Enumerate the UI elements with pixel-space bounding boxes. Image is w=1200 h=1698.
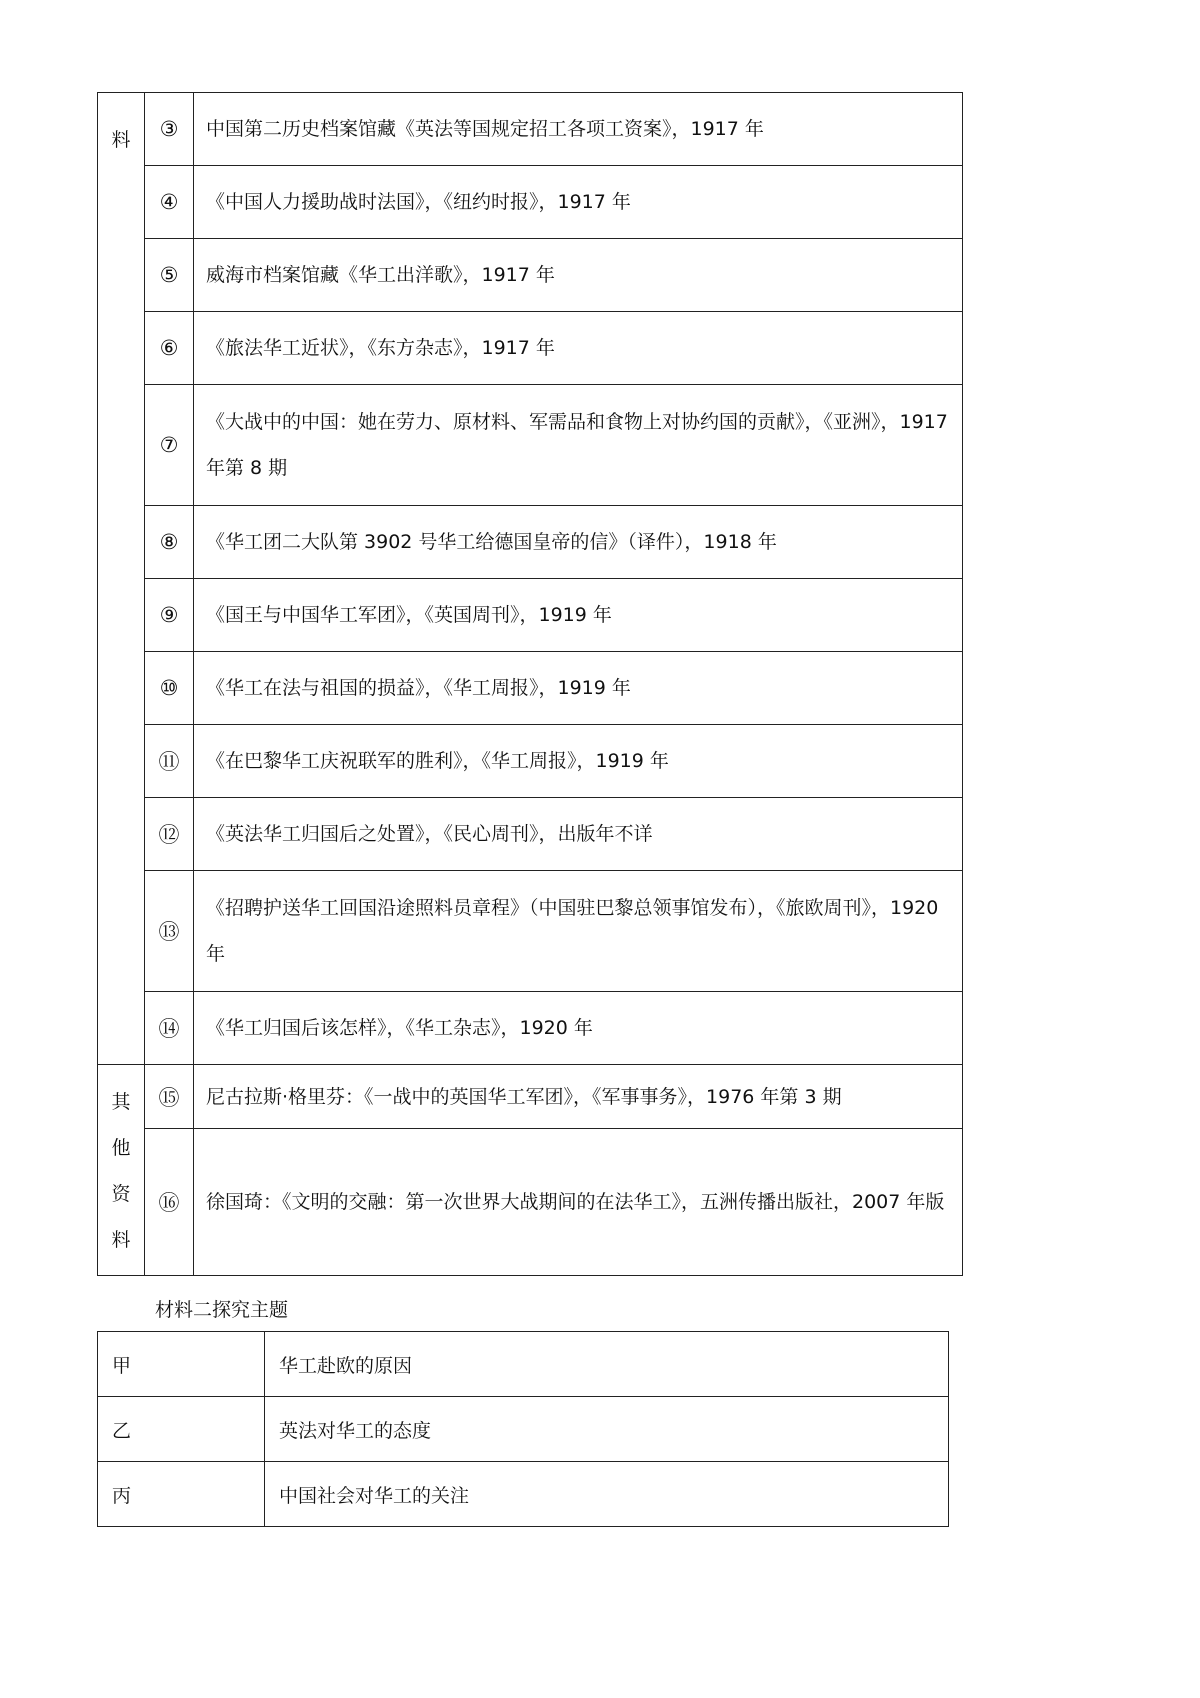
source-number: ⑮	[145, 1065, 194, 1129]
topic-label: 丙	[98, 1462, 265, 1527]
source-number: ⑨	[145, 579, 194, 652]
topic-label: 甲	[98, 1332, 265, 1397]
source-number: ⑦	[145, 385, 194, 506]
table-row	[98, 1129, 963, 1276]
source-number: ⑧	[145, 506, 194, 579]
source-number: ⑤	[145, 239, 194, 312]
source-description: 徐国琦：《文明的交融：第一次世界大战期间的在法华工》，五洲传播出版社，2007 年版	[194, 1129, 963, 1276]
table-row	[98, 385, 963, 506]
source-description: 《国王与中国华工军团》，《英国周刊》，1919 年	[194, 579, 963, 652]
topic-label: 乙	[98, 1397, 265, 1462]
source-number: ⑥	[145, 312, 194, 385]
source-number: ⑪	[145, 725, 194, 798]
source-description: 《中国人力援助战时法国》，《纽约时报》，1917 年	[194, 166, 963, 239]
source-number: ③	[145, 93, 194, 166]
table-row	[98, 1332, 949, 1397]
source-description: 《华工归国后该怎样》，《华工杂志》，1920 年	[194, 992, 963, 1065]
source-description: 中国第二历史档案馆藏《英法等国规定招工各项工资案》，1917 年	[194, 93, 963, 166]
table-row	[98, 992, 963, 1065]
source-description: 尼古拉斯·格里芬：《一战中的英国华工军团》，《军事事务》，1976 年第 3 期	[194, 1065, 963, 1129]
group-label-other-materials: 其 他 资 料	[98, 1065, 145, 1276]
source-number: ⑩	[145, 652, 194, 725]
source-description: 《英法华工归国后之处置》，《民心周刊》，出版年不详	[194, 798, 963, 871]
table-row	[98, 1462, 949, 1527]
source-number: ⑯	[145, 1129, 194, 1276]
topic-text: 华工赴欧的原因	[265, 1332, 949, 1397]
source-description: 《大战中的中国：她在劳力、原材料、军需品和食物上对协约国的贡献》，《亚洲》，1917 年第 8 期	[194, 385, 963, 506]
table-row	[98, 1397, 949, 1462]
source-description: 《华工在法与祖国的损益》，《华工周报》，1919 年	[194, 652, 963, 725]
table-row	[98, 312, 963, 385]
table-row	[98, 652, 963, 725]
source-description: 《招聘护送华工回国沿途照料员章程》（中国驻巴黎总领事馆发布），《旅欧周刊》，1920 年	[194, 871, 963, 992]
topic-text: 英法对华工的态度	[265, 1397, 949, 1462]
table-row	[98, 579, 963, 652]
table-row	[98, 725, 963, 798]
group-label-materials: 料	[98, 93, 145, 1065]
table-row	[98, 166, 963, 239]
table-row	[98, 1065, 963, 1129]
table-row	[98, 93, 963, 166]
source-description: 《旅法华工近状》，《东方杂志》，1917 年	[194, 312, 963, 385]
table-row	[98, 871, 963, 992]
topic-text: 中国社会对华工的关注	[265, 1462, 949, 1527]
source-number: ④	[145, 166, 194, 239]
sources-table	[97, 92, 963, 1276]
topics-table	[97, 1331, 949, 1527]
source-description: 《华工团二大队第 3902 号华工给德国皇帝的信》（译件），1918 年	[194, 506, 963, 579]
source-number: ⑫	[145, 798, 194, 871]
source-description: 威海市档案馆藏《华工出洋歌》，1917 年	[194, 239, 963, 312]
table-row	[98, 239, 963, 312]
source-description: 《在巴黎华工庆祝联军的胜利》，《华工周报》，1919 年	[194, 725, 963, 798]
source-number: ⑬	[145, 871, 194, 992]
table-row	[98, 798, 963, 871]
source-number: ⑭	[145, 992, 194, 1065]
section-caption: 材料二探究主题	[155, 1299, 289, 1321]
table-row	[98, 506, 963, 579]
